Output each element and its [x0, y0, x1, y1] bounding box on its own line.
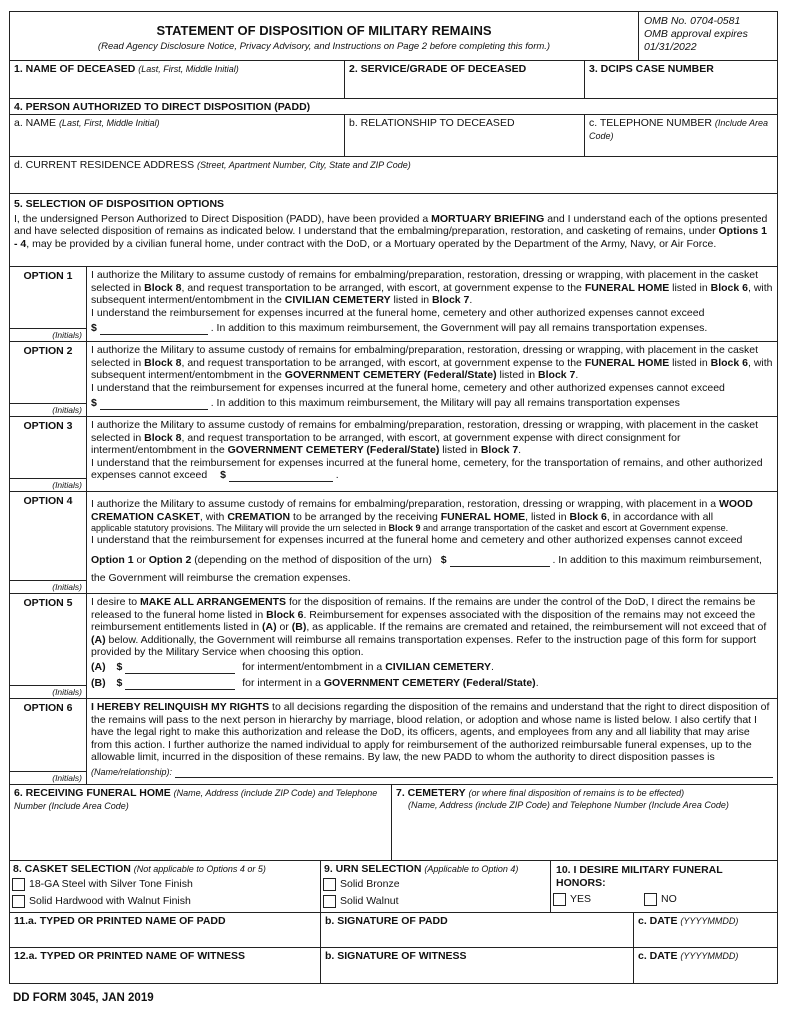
option-6-text [91, 701, 773, 764]
block12b-cell [321, 948, 634, 983]
option-5-a-bold: CIVILIAN CEMETERY [385, 660, 491, 673]
dd-form-3045 [9, 11, 778, 984]
block4d-hint: (Street, Apartment Number, City, State and ZIP Code) [197, 160, 411, 170]
honors-options [551, 891, 777, 908]
option-5-text-seg-9: (A) [91, 633, 106, 646]
title-block [10, 12, 639, 60]
option-4-name: OPTION 4 [23, 495, 73, 507]
option-5-text-seg-5: (A) [262, 621, 277, 634]
block5-intro-cell [10, 194, 777, 266]
omb-date: 01/31/2022 [644, 41, 697, 54]
option-5-text-seg-10: below. Additionally, the Government will reimburse all remains transportation expenses. Refer to the instruction page of this form for support provided by the Military Service when choosing this option. [91, 633, 757, 659]
block6-7-row [10, 785, 777, 861]
option-4-text-seg-5: FUNERAL HOME [440, 510, 526, 523]
option-1-text-seg-10: . [469, 294, 473, 307]
dcips-case-number-field[interactable] [589, 76, 773, 88]
casket-steel-label: 18-GA Steel with Silver Tone Finish [29, 877, 193, 890]
option-6-initials[interactable]: (Initials) [10, 771, 86, 784]
option-4-row [10, 492, 777, 594]
option-1-text-seg-3: FUNERAL HOME [584, 281, 670, 294]
option-5-body [87, 594, 777, 698]
option-3-text-seg-1: Block 8 [144, 431, 182, 444]
option-3-name: OPTION 3 [23, 420, 73, 432]
block11c-label: c. DATE [638, 915, 678, 927]
option-1-text-seg-4: listed in [669, 281, 711, 294]
option-3-line2-wrap [91, 457, 773, 483]
option-4-body [87, 492, 777, 593]
option-4-text-seg-8: , in accordance with all [606, 510, 714, 523]
option-4-text-seg-7: Block 6 [569, 510, 607, 523]
block4b-label: b. RELATIONSHIP TO DECEASED [349, 117, 515, 129]
option-3-text-seg-6: . [518, 444, 522, 457]
option-2-text-seg-0: I authorize the Military to assume custody of remains for embalming/preparation, restoration, dressing or wrapping, with placement in the casket selected in [91, 344, 759, 369]
funeral-home-field[interactable] [14, 812, 387, 852]
option-6-body [87, 699, 777, 784]
option-2-text-seg-6: , with subsequent interment/entombment in the [91, 356, 773, 382]
option-2-body [87, 342, 777, 416]
option-6-text-seg-1: to all decisions regarding the disposition of the remains and understand that the right to direct disposition of the remains will pass to the next person in hierarchy by marriage, blood relation, or adoption and whose name is listed below. I also certify that I have the legal right to make this authorization and release the DoD, its officers, agents, and employees from any and all liability that may arise from this action. I further authorize the named individual to apply for reimbursement of the authorized reimbursable funeral expenses, up to the allowable limit, incurred in the disposition of these remains. By law, the new PADD to whom the authority to direct disposition passes is [91, 701, 770, 764]
option-1-text-seg-9: Block 7 [432, 294, 470, 307]
option-1-text-seg-8: listed in [390, 294, 433, 307]
option-1-text [91, 269, 773, 307]
block9-label: 9. URN SELECTION [324, 863, 422, 875]
block6-hint: (Name, Address (include ZIP Code) and Telephone Number (Include Area Code) [14, 788, 378, 811]
option-5-a-label: (A) [91, 660, 106, 673]
block11c-hint: (YYYYMMDD) [680, 916, 739, 926]
block5-intro-text-seg-4: , may be provided by a civilian funeral home, under contract with the DoD, or a Mortuary operated by the Department of the Army, Navy, or Air Force. [26, 238, 717, 251]
block12a-cell [10, 948, 321, 983]
option-3-text-seg-2: , and request transportation to be arranged, with escort, at government expense with direct consignment for interment/entombment in the [91, 431, 681, 457]
option-2-row [10, 342, 777, 417]
option-5-b-line: (B) $ for interment in a GOVERNMENT CEMETERY (Federal/State). [91, 676, 539, 689]
block9-hint: (Applicable to Option 4) [424, 864, 519, 874]
block4-header [10, 99, 777, 115]
option-2-amount-field[interactable] [100, 398, 208, 410]
block4d-cell [10, 157, 777, 193]
casket-hardwood-checkbox[interactable] [12, 895, 25, 908]
option-1-row [10, 267, 777, 342]
option-2-text-seg-7: GOVERNMENT CEMETERY (Federal/State) [284, 369, 497, 382]
omb-number: OMB No. 0704-0581 [644, 15, 741, 27]
option-1-body [87, 267, 777, 341]
option-2-amount-line [91, 397, 773, 410]
option-2-name: OPTION 2 [23, 345, 73, 357]
block12b-label: b. SIGNATURE OF WITNESS [325, 950, 467, 962]
option-1-text-seg-0: I authorize the Military to assume custody of remains for embalming/preparation, restoration, dressing or wrapping, with placement in the casket selected in [91, 269, 759, 294]
option-4-opt2-ref: Option 2 [148, 553, 192, 566]
telephone-field[interactable] [589, 142, 773, 154]
option-4-text-seg-2: , with [199, 510, 228, 523]
form-title: STATEMENT OF DISPOSITION OF MILITARY REMAINS [156, 23, 492, 38]
block8-label: 8. CASKET SELECTION [13, 863, 131, 875]
block12a-label: 12.a. TYPED OR PRINTED NAME OF WITNESS [14, 950, 246, 962]
casket-steel-checkbox[interactable] [12, 878, 25, 891]
option-4-text-seg-3: CREMATION [227, 510, 291, 523]
block8-9-10-row [10, 861, 777, 913]
option-2-text-seg-9: Block 7 [538, 369, 576, 382]
block12c-hint: (YYYYMMDD) [680, 951, 739, 961]
block5-label: 5. SELECTION OF DISPOSITION OPTIONS [14, 198, 225, 210]
block4c-label: c. TELEPHONE NUMBER [589, 117, 712, 129]
honors-yes-label: YES [570, 893, 592, 906]
block4d-label: d. CURRENT RESIDENCE ADDRESS [14, 159, 195, 171]
block4a-label: a. NAME [14, 117, 57, 129]
block4c-cell [585, 115, 777, 156]
option-5-a-line: (A) $ for interment/entombment in a CIVILIAN CEMETERY. [91, 660, 494, 673]
option-5-text-seg-2: for the disposition of remains. If the remains are under the control of the DoD, I direct the remains be released to the funeral home listed in [91, 596, 756, 621]
block1-name-of-deceased [10, 61, 345, 98]
service-grade-field[interactable] [349, 76, 580, 88]
block5-intro-text [14, 213, 773, 251]
option-6-label-cell [10, 699, 87, 784]
residence-address-field[interactable] [14, 172, 773, 184]
option-3-line2: I understand that the reimbursement for expenses incurred at the funeral home, cemetery, for the transportation of remains, and other authorized expenses cannot exceed [91, 456, 763, 482]
block9-header [321, 863, 550, 876]
option-5-text-seg-4: . Reimbursement for expenses associated with the disposition of the remains may not exceed the reimbursement entitlements listed in [91, 608, 756, 634]
block4-label: 4. PERSON AUTHORIZED TO DIRECT DISPOSITION (PADD) [14, 101, 311, 113]
block11-row [10, 913, 777, 948]
block7-label: 7. CEMETERY [396, 787, 466, 799]
option-4-small-text-seg-0: applicable statutory provisions. The Military will provide the urn selected in [91, 523, 389, 534]
block4-label-cell [10, 99, 777, 114]
block2-service-grade [345, 61, 585, 98]
option-3-amount-field[interactable] [229, 470, 333, 482]
block10-cell [551, 861, 777, 912]
block7-hint2: (Name, Address (include ZIP Code) and Telephone Number (Include Area Code) [408, 799, 729, 810]
witness-printed-name-field[interactable] [14, 963, 316, 975]
option-5-text-seg-0: I desire to [91, 596, 141, 608]
casket-option-hardwood[interactable] [10, 893, 320, 910]
option-5-text [91, 596, 773, 659]
option-5-initials[interactable]: (Initials) [10, 685, 86, 698]
urn-option-bronze[interactable] [321, 876, 550, 893]
option-6-name: OPTION 6 [23, 702, 73, 714]
option-2-text-seg-1: Block 8 [144, 356, 182, 369]
option-5-b-bold: GOVERNMENT CEMETERY (Federal/State) [323, 676, 536, 689]
block12c-cell [634, 948, 777, 983]
option-5-label-cell [10, 594, 87, 698]
option-2-line2: I understand that the reimbursement for expenses incurred at the funeral home, cemetery and other authorized expenses cannot exceed [91, 381, 725, 394]
option-1-text-seg-1: Block 8 [144, 281, 182, 294]
option-3-text-seg-3: GOVERNMENT CEMETERY (Federal/State) [227, 444, 440, 457]
option-5-row [10, 594, 777, 699]
option-2-text [91, 344, 773, 382]
option-5-text-seg-1: MAKE ALL ARRANGEMENTS [140, 596, 287, 608]
option-6-row [10, 699, 777, 785]
block4-abc-row [10, 115, 777, 157]
option-4-text-seg-4: to be arranged by the receiving [290, 510, 441, 523]
block3-label: 3. DCIPS CASE NUMBER [589, 63, 714, 75]
option-2-tail: . In addition to this maximum reimbursement, the Military will pay all remains transportation expenses [210, 397, 680, 410]
urn-bronze-checkbox[interactable] [323, 878, 336, 891]
option-2-dollar: $ [91, 397, 97, 410]
urn-bronze-label: Solid Bronze [340, 877, 400, 890]
honors-no-label: NO [661, 893, 677, 906]
block11a-cell [10, 913, 321, 947]
block11c-cell [634, 913, 777, 947]
option-2-text-seg-5: Block 6 [710, 356, 748, 369]
block12-row [10, 948, 777, 983]
new-padd-name-field[interactable] [175, 766, 773, 778]
option-3-tail: . [335, 469, 339, 482]
option-4-label-cell [10, 492, 87, 593]
block5-intro-text-seg-0: I, the undersigned Person Authorized to Direct Disposition (PADD), have been provided a [14, 212, 432, 225]
relationship-field[interactable] [349, 130, 580, 142]
omb-expires: OMB approval expires [644, 28, 748, 41]
option-3-row [10, 417, 777, 492]
block8-cell [10, 861, 321, 912]
block4a-cell [10, 115, 345, 156]
option-3-dollar: $ [220, 469, 226, 482]
witness-date-field[interactable] [638, 963, 773, 975]
block3-dcips [585, 61, 777, 98]
option-6-name-line [91, 766, 773, 778]
option-5-name: OPTION 5 [23, 597, 73, 609]
witness-signature-area[interactable] [325, 963, 629, 979]
padd-name-field[interactable] [14, 130, 340, 142]
urn-walnut-checkbox[interactable] [323, 895, 336, 908]
option-4-or: or [133, 553, 149, 566]
urn-walnut-label: Solid Walnut [340, 894, 399, 907]
option-2-text-seg-10: . [575, 369, 579, 382]
option-4-small-text-seg-2: and arrange transportation of the casket and escort at Government expense. [420, 523, 729, 534]
block1-hint: (Last, First, Middle Initial) [138, 64, 239, 74]
block4d-row [10, 157, 777, 194]
option-6-name-rel-label: (Name/relationship): [91, 767, 173, 778]
block11b-label: b. SIGNATURE OF PADD [325, 915, 448, 927]
block4a-hint: (Last, First, Middle Initial) [58, 118, 160, 128]
honors-yes-checkbox[interactable] [553, 893, 566, 906]
option-4-text [91, 498, 773, 523]
option-1-tail: . In addition to this maximum reimbursement, the Government will pay all remains transportation expenses. [210, 322, 708, 335]
block11a-label: 11.a. TYPED OR PRINTED NAME OF PADD [14, 915, 226, 927]
casket-option-steel[interactable] [10, 876, 320, 893]
option-4-text-seg-6: , listed in [525, 510, 570, 523]
option-1-amount-field[interactable] [100, 323, 208, 335]
padd-signature-area[interactable] [325, 928, 629, 944]
block4c-hint: (Include Area Code) [589, 118, 769, 141]
block4b-cell [345, 115, 585, 156]
option-4-opt1-ref: Option 1 [91, 553, 134, 566]
option-5-a-amount-field[interactable] [125, 662, 235, 674]
option-4-small-text [91, 523, 773, 534]
deceased-row [10, 61, 777, 99]
option-3-initials[interactable]: (Initials) [10, 478, 86, 491]
option-4-dollar: $ [440, 553, 447, 566]
option-4-tail: . In addition to this maximum reimbursement, [552, 553, 762, 566]
deceased-name-field[interactable] [14, 76, 340, 88]
block5-intro-text-seg-2: and I understand each of the options presented and have selected disposition of remains as indicated below. I understand that the embalming/preparation, restoration, and casketing of remains, under [14, 212, 768, 238]
option-3-text-seg-0: I authorize the Military to assume custody of remains for embalming/preparation, restoration, dressing or wrapping, with placement in the casket selected in [91, 419, 759, 444]
block6-label: 6. RECEIVING FUNERAL HOME [14, 787, 171, 799]
option-5-text-seg-3: Block 6 [266, 608, 304, 621]
option-5-text-seg-6: or [276, 621, 292, 634]
block8-hint: (Not applicable to Options 4 or 5) [133, 864, 266, 874]
option-1-text-seg-7: CIVILIAN CEMETERY [284, 294, 391, 307]
option-4-method: (depending on the method of disposition of the urn) [191, 553, 432, 566]
block10-label: 10. I DESIRE MILITARY FUNERAL HONORS: [556, 864, 723, 890]
option-3-label-cell [10, 417, 87, 491]
option-1-line2: I understand the reimbursement for expenses incurred at the funeral home, cemetery and other authorized expenses cannot exceed [91, 306, 705, 319]
honors-no-checkbox[interactable] [644, 893, 657, 906]
option-2-label-cell [10, 342, 87, 416]
option-3-text-seg-4: listed in [439, 444, 481, 457]
block8-header [10, 863, 320, 876]
block1-label: 1. NAME OF DECEASED [14, 63, 136, 75]
option-2-initials[interactable]: (Initials) [10, 403, 86, 416]
omb-block [639, 12, 777, 60]
option-1-text-seg-6: , with subsequent interment/entombment in the [91, 281, 773, 307]
option-6-text-seg-0: I HEREBY RELINQUISH MY RIGHTS [91, 701, 270, 713]
option-5-b-dollar: $ [116, 676, 123, 689]
option-2-text-seg-2: , and request transportation to be arranged, with escort, at government expense to the [181, 356, 585, 369]
form-header [10, 12, 777, 61]
form-subtitle: (Read Agency Disclosure Notice, Privacy Advisory, and Instructions on Page 2 before completing this form.) [97, 40, 551, 52]
option-4-line3 [91, 554, 773, 567]
block7-cell [392, 785, 777, 860]
option-4-text-seg-1: WOOD CREMATION CASKET [91, 498, 753, 523]
option-2-text-seg-3: FUNERAL HOME [584, 356, 670, 369]
option-5-a-dollar: $ [116, 660, 123, 673]
option-1-amount-line [91, 322, 773, 335]
option-5-text-seg-7: (B) [291, 621, 307, 634]
block12c-label: c. DATE [638, 950, 678, 962]
padd-date-field[interactable] [638, 928, 773, 940]
form-footer: DD FORM 3045, JAN 2019 [13, 992, 154, 1004]
block6-cell [10, 785, 392, 860]
option-4-text-seg-0: I authorize the Military to assume custody of remains for embalming/preparation, restoration, dressing or wrapping, with placement in a [91, 498, 719, 510]
option-4-amount-field[interactable] [450, 555, 550, 567]
block11b-cell [321, 913, 634, 947]
block2-label: 2. SERVICE/GRADE OF DECEASED [349, 63, 527, 75]
block5-intro-text-seg-3: Options 1 - 4 [14, 225, 767, 251]
option-2-text-seg-8: listed in [496, 369, 539, 382]
option-3-text-seg-5: Block 7 [480, 444, 519, 457]
block7-hint: (or where final disposition of remains is to be effected) [468, 788, 685, 798]
casket-hardwood-label: Solid Hardwood with Walnut Finish [29, 894, 191, 907]
option-3-text [91, 419, 773, 457]
option-1-dollar: $ [91, 322, 97, 335]
padd-printed-name-field[interactable] [14, 928, 316, 940]
option-1-text-seg-2: , and request transportation to be arranged, with escort, at government expense to the [181, 281, 585, 294]
option-5-b-amount-field[interactable] [125, 678, 235, 690]
block5-intro-text-seg-1: MORTUARY BRIEFING [431, 212, 545, 225]
option-1-initials[interactable]: (Initials) [10, 328, 86, 341]
option-1-text-seg-5: Block 6 [710, 281, 748, 294]
block5-intro [10, 194, 777, 267]
urn-option-walnut[interactable] [321, 893, 550, 910]
option-1-name: OPTION 1 [23, 270, 73, 282]
option-5-b-text: for interment in a [242, 676, 324, 689]
option-4-line2: I understand that the reimbursement for expenses incurred at the funeral home and cemetery and other authorized expenses cannot exceed [91, 533, 743, 546]
option-4-small-text-seg-1: Block 9 [388, 523, 421, 534]
option-5-b-label: (B) [91, 676, 106, 689]
option-1-label-cell [10, 267, 87, 341]
option-2-text-seg-4: listed in [669, 356, 711, 369]
option-4-tail2: the Government will reimburse the cremation expenses. [91, 571, 351, 584]
block9-cell [321, 861, 551, 912]
option-5-a-text: for interment/entombment in a [242, 660, 386, 673]
option-3-body [87, 417, 777, 491]
option-4-initials[interactable]: (Initials) [10, 580, 86, 593]
cemetery-field[interactable] [396, 810, 773, 840]
option-5-text-seg-8: , as applicable. If the remains are cremated and retained, the reimbursement will not exceed that of [306, 621, 767, 634]
